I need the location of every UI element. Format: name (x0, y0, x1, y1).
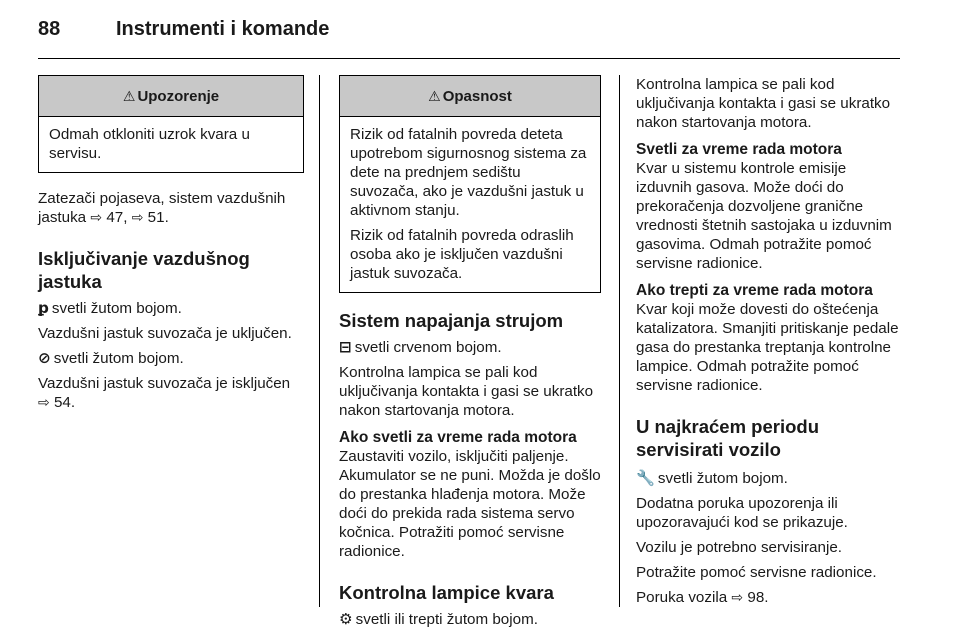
service-heading: U najkraćem periodu servisirati vozilo (636, 416, 820, 460)
service-text-1: Dodatna poruka upozorenja ili upozoravajući kod se prikazuje. (636, 495, 848, 531)
engine-icon: ⚙ (339, 611, 353, 628)
warning-triangle-icon: ⚠ (122, 87, 136, 104)
header-rule (38, 58, 900, 59)
belts-paragraph: Zatezači pojaseva, sistem vazdušnih jastuka ⇨ 47, ⇨ 51. (38, 190, 286, 226)
page-ref-link[interactable]: 54. (53, 394, 76, 411)
reference-arrow-icon: ⇨ (90, 209, 103, 225)
danger-box-heading: ⚠ Opasnost (340, 76, 600, 117)
reference-arrow-icon: ⇨ (131, 209, 144, 225)
column-divider (319, 75, 320, 607)
page-header (38, 18, 329, 48)
warning-box (38, 75, 304, 173)
column-1 (38, 75, 304, 412)
airbag-on-icon: ꝑ (38, 300, 49, 317)
column-3 (636, 75, 904, 607)
warning-box-heading: ⚠ Upozorenje (39, 76, 303, 117)
lamp-text: Kontrolna lampica se pali kod uključivanja kontakta i gasi se ukratko nakon startovanja motora. (636, 76, 891, 131)
airbag-on-text: Vazdušni jastuk suvozača je uključen. (38, 325, 292, 342)
page-ref-link[interactable]: 51 (147, 209, 165, 226)
malfunction-light-line: ⚙ svetli ili trepti žutom bojom. (339, 611, 538, 628)
page-ref-link[interactable]: 98. (747, 589, 769, 606)
airbag-off-text: Vazdušni jastuk suvozača je isključen ⇨ 54. (38, 375, 291, 411)
page-ref-link[interactable]: 47 (106, 209, 124, 226)
charging-light-line: ⊟ svetli crvenom bojom. (339, 339, 502, 356)
airbag-on-line: ꝑ svetli žutom bojom. (38, 300, 182, 317)
warning-triangle-icon: ⚠ (428, 87, 441, 104)
airbag-off-icon: ⊘ (38, 350, 51, 367)
charging-sub-heading: Ako svetli za vreme rada motora (339, 429, 577, 446)
charging-heading: Sistem napajanja strujom (339, 310, 564, 331)
flashing-text: Kvar koji može dovesti do oštećenja katalizatora. Smanjiti pritiskanje pedale gasa do prestanka treptanja kontrolne lampice. Odmah potražite pomoć servisne radionice. (636, 301, 899, 394)
column-2 (339, 75, 601, 629)
airbag-off-line: ⊘ svetli žutom bojom. (38, 350, 184, 367)
flashing-heading: Ako trepti za vreme rada motora (636, 282, 873, 299)
service-light-line: 🔧 svetli žutom bojom. (636, 470, 788, 487)
airbag-heading: Isključivanje vazdušnog jastuka (38, 248, 250, 292)
reference-arrow-icon: ⇨ (731, 589, 744, 605)
warning-text: Odmah otkloniti uzrok kvara u servisu. (49, 126, 250, 162)
engine-on-text: Kvar u sistemu kontrole emisije izduvnih gasova. Može doći do prekoračenja dozvoljene granične vrednosti štetnih sastojaka u izduvnim gasovima. Odmah potražite pomoć servisne radionice. (636, 160, 892, 272)
malfunction-heading: Kontrolna lampice kvara (339, 582, 554, 603)
danger-text-1: Rizik od fatalnih povreda deteta upotrebom sigurnosnog sistema za dete na prednjem sedištu suvozača, ako je vazdušni jastuk u aktivnom stanju. (350, 126, 587, 219)
service-text-2: Vozilu je potrebno servisiranje. (636, 539, 842, 556)
wrench-icon: 🔧 (636, 470, 655, 487)
danger-box (339, 75, 601, 293)
page-title: Instrumenti i komande (116, 18, 330, 40)
reference-arrow-icon: ⇨ (38, 394, 50, 410)
battery-icon: ⊟ (339, 339, 352, 356)
service-text-3: Potražite pomoć servisne radionice. (636, 564, 877, 581)
danger-text-2: Rizik od fatalnih povreda odraslih osoba ako je isključen vazdušni jastuk suvozača. (350, 227, 574, 282)
page-number: 88 (38, 18, 61, 40)
charging-text: Kontrolna lampica se pali kod uključivanja kontakta i gasi se ukratko nakon startovanja motora. (339, 364, 594, 419)
charging-sub-text: Zaustaviti vozilo, isključiti paljenje. Akumulator se ne puni. Možda je došlo do prestanka hlađenja motora. Može doći do prekida rada sistema servo kočnica. Potražiti pomoć servisne radionice. (339, 448, 601, 560)
service-text-4: Poruka vozila ⇨ 98. (636, 589, 769, 606)
column-divider (619, 75, 620, 607)
engine-on-heading: Svetli za vreme rada motora (636, 141, 842, 158)
